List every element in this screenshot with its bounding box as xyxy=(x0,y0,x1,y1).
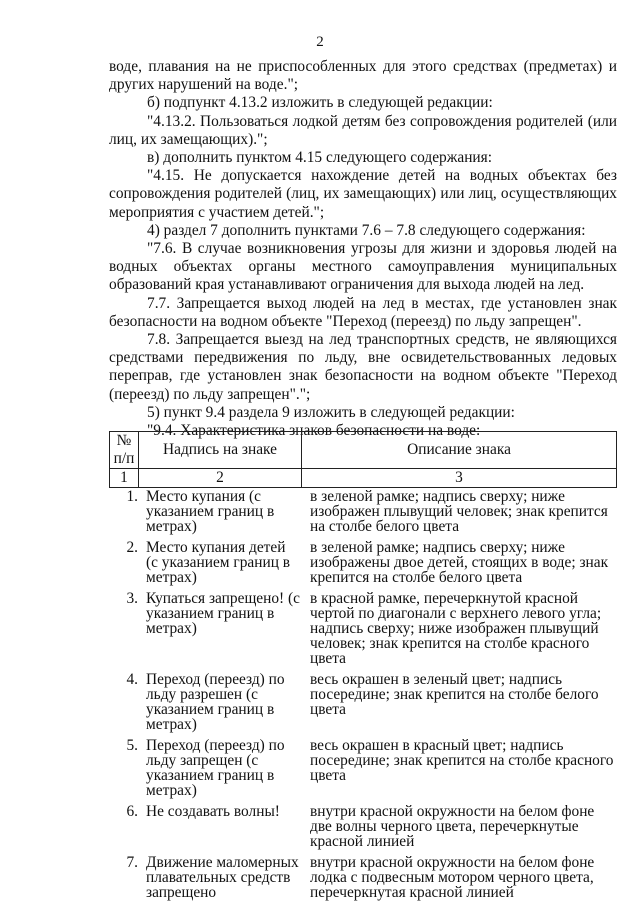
row-num: 1. xyxy=(126,488,138,505)
row-num: 6. xyxy=(126,803,138,820)
document-body xyxy=(109,58,617,440)
paragraph: 7.7. Запрещается выход людей на лед в местах, где установлен знак безопасности на водном объекте "Переход (переезд) по льду запрещен". xyxy=(109,294,617,330)
colnum-2: 2 xyxy=(139,469,302,488)
paragraph: 4) раздел 7 дополнить пунктами 7.6 – 7.8 следующего содержания: xyxy=(147,221,586,239)
table-row xyxy=(109,672,617,738)
table-row xyxy=(109,591,617,672)
row-sign: Не создавать волны! xyxy=(146,803,280,820)
row-sign: Купаться запрещено! (с указанием границ в метрах) xyxy=(146,590,300,637)
paragraph: 5) пункт 9.4 раздела 9 изложить в следующей редакции: xyxy=(147,403,515,421)
table-row xyxy=(109,804,617,855)
table-row xyxy=(109,855,617,906)
row-num: 4. xyxy=(126,671,138,688)
row-num: 3. xyxy=(126,590,138,607)
header-sign: Надпись на знаке xyxy=(139,432,302,469)
row-num: 7. xyxy=(126,854,138,871)
row-desc: весь окрашен в зеленый цвет; надпись посередине; знак крепится на столбе белого цвета xyxy=(310,671,599,718)
row-desc: весь окрашен в красный цвет; надпись посередине; знак крепится на столбе красного цвета xyxy=(310,737,614,784)
row-sign: Место купания (с указанием границ в метрах) xyxy=(146,488,275,535)
paragraph: "9.4. Характеристика знаков безопасности на воде: xyxy=(147,422,481,440)
paragraph: б) подпункт 4.13.2 изложить в следующей редакции: xyxy=(147,94,493,112)
row-sign: Переход (переезд) по льду запрещен (с указанием границ в метрах) xyxy=(146,737,285,799)
row-desc: в зеленой рамке; надпись сверху; ниже изображен плывущий человек; знак крепится на столбе белого цвета xyxy=(310,488,608,535)
row-sign: Движение маломерных плавательных средств запрещено xyxy=(146,854,299,901)
row-num: 2. xyxy=(126,539,138,556)
row-desc: внутри красной окружности на белом фоне лодка с подвесным мотором черного цвета, перечеркнутая красной линией xyxy=(310,854,595,901)
colnum-3: 3 xyxy=(302,469,617,488)
table-row xyxy=(109,540,617,591)
signs-table-body xyxy=(109,489,617,906)
row-num: 5. xyxy=(126,737,138,754)
paragraph: "4.15. Не допускается нахождение детей на водных объектах без сопровождения родителей (лиц, их замещающих) или лиц, осуществляющих мероприятия с участием детей."; xyxy=(109,167,617,221)
paragraph: 7.8. Запрещается выезд на лед транспортных средств, не являющихся средствами передвижения по льду, вне освидетельствованных ледовых переправ, где установлен знак безопасности на водном объекте "Переход (переезд) по льду запрещен"."; xyxy=(109,331,617,403)
colnum-1: 1 xyxy=(110,469,139,488)
paragraph: "4.13.2. Пользоваться лодкой детям без сопровождения родителей (или лиц, их замещающих)."; xyxy=(109,112,617,148)
table-row xyxy=(109,489,617,540)
table-row xyxy=(109,738,617,804)
table-colnum-row xyxy=(110,469,617,488)
row-desc: в красной рамке, перечеркнутой красной чертой по диагонали с верхнего левого угла; надпись сверху; ниже изображен плывущий человек; знак крепится на столбе красного цвета xyxy=(310,590,602,667)
paragraph: воде, плавания на не приспособленных для этого средствах (предметах) и других нарушений на воде."; xyxy=(109,58,617,94)
row-desc: внутри красной окружности на белом фоне две волны черного цвета, перечеркнутые красной линией xyxy=(310,803,595,850)
paragraph: "7.6. В случае возникновения угрозы для жизни и здоровья людей на водных объектах органы местного самоуправления муниципальных образований края устанавливают ограничения для выхода людей на лед. xyxy=(109,240,617,294)
row-sign: Место купания детей (с указанием границ в метрах) xyxy=(146,539,291,586)
table-header-row xyxy=(110,432,617,469)
row-desc: в зеленой рамке; надпись сверху; ниже изображены двое детей, стоящих в воде; знак крепится на столбе белого цвета xyxy=(310,539,609,586)
paragraph: в) дополнить пунктом 4.15 следующего содержания: xyxy=(147,149,493,167)
row-sign: Переход (переезд) по льду разрешен (с указанием границ в метрах) xyxy=(146,671,285,733)
page-number: 2 xyxy=(316,34,324,50)
header-num: № п/п xyxy=(110,432,139,469)
signs-table-header xyxy=(109,431,617,488)
header-desc: Описание знака xyxy=(302,432,617,469)
